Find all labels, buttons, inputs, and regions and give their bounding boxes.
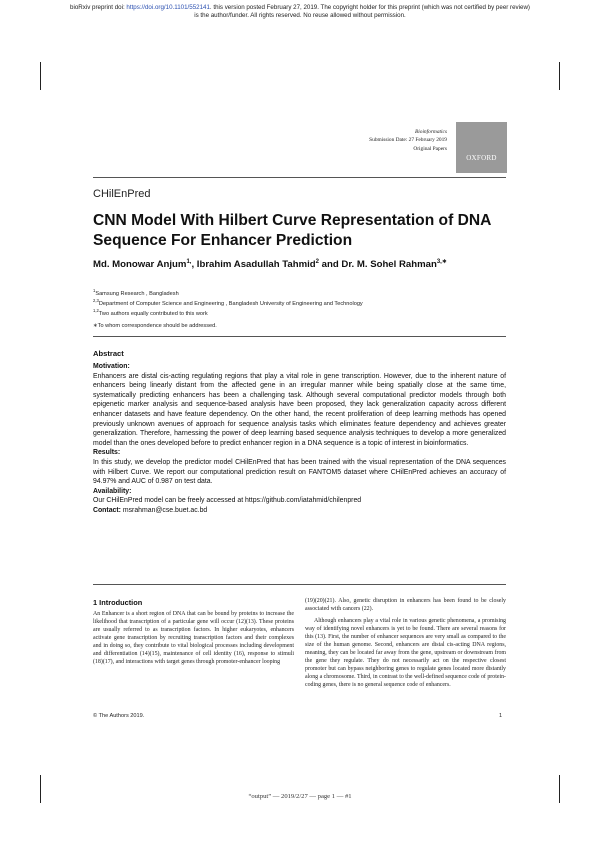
section-tag: CHilEnPred	[93, 188, 151, 200]
header-rule	[93, 177, 506, 178]
abstract-end-rule	[93, 584, 506, 585]
abstract-rule	[93, 336, 506, 337]
affiliation: $^{2,3}$Department of Computer Science and Engineering , Bangladesh University of Engineering and Technology	[93, 298, 363, 307]
results-text: In this study, we develop the predictor model CHilEnPred that has been trained with the visual representation of the DNA sequences with Hilbert Curve. We report our computational prediction result on FANTOM5 dataset where CHilEnPred achieves an accuracy of 94.97% and AUC of 0.987 on test data.	[93, 458, 506, 486]
introduction-heading: 1 Introduction	[93, 598, 143, 607]
copyright-note: © The Authors 2019.	[93, 713, 145, 719]
build-info-line: “output” — 2019/2/27 — page 1 — #1	[248, 793, 352, 800]
affiliation: $^{1,2}$Two authors equally contributed to this work	[93, 308, 208, 317]
crop-mark	[559, 62, 560, 90]
crop-mark	[40, 62, 41, 90]
results-label: Results:	[93, 449, 121, 457]
abstract-body	[93, 362, 506, 516]
notice-line-1: bioRxiv preprint doi: https://doi.org/10.1101/552141. this version posted February 27, 2019. The copyright holder for this preprint (which was not certified by peer review)	[70, 4, 530, 11]
correspondence-note: ∗To whom correspondence should be addressed.	[93, 323, 217, 329]
availability-label: Availability:	[93, 487, 132, 495]
motivation-text: Enhancers are distal cis-acting regulating regions that play a vital role in gene transcription. However, due to the inherent nature of enhancers being linearly distant from the affected gene in an irregular manner while being spatially close at the same time, systematically predicting enhancers has been a challenging task. Although several computational predictor models through both epigenetic marker analysis and sequence-based analysis have been proposed, they lack generalization capacity across different enhancer datasets and have feature dependency. On the other hand, the recent proliferation of deep learning methods has opened previously unknown avenues of approach for sequence analysis tasks which eliminates feature dependency and achieves greater generalization. Therefore, harnessing the power of deep learning based sequence analysis techniques to develop a more generalized model than the ones developed before to predict enhancer region in a DNA sequence is a topic of interest in bioinformatics.	[93, 372, 506, 447]
journal-name: Bioinformatics	[414, 129, 447, 135]
intro-paragraph: An Enhancer is a short region of DNA that can be bound by proteins to increase the likelihood that transcription of a particular gene will occur (12)(13). These proteins are usually referred to as transcription factors. In higher eukaryotes, enhancers activate gene transcription by recruiting transcription factors and their complexes and in doing so, they contribute to vital biological processes including development and differentiation (14)(15), maintenance of cell identity (16), response to stimuli (18)(17), and interactions with target genes through promoter-enhancer looping	[93, 611, 294, 665]
paper-type: Original Papers	[413, 145, 447, 152]
author-2: , Ibrahim Asadullah Tahmid	[191, 259, 316, 271]
intro-paragraph-2: Although enhancers play a vital role in various genetic phenomena, a promising way of identifying novel enhancers is yet to be found. There are several reasons for this (13). First, the number of enhancer sequences are very small as compared to the size of the human genome. Second, enhancers are distal cis-acting DNA regions, meaning, they can be located far away from the gene, upstream or downstream from the gene they regulate. They do not necessarily act on the respective closest promoter but can bypass neighboring genes to regulate genes located more distantly along a chromosome. Third, in contrast to the well-defined sequence code of protein-coding genes, there is no general sequence code of enhancers.	[305, 617, 506, 688]
author-1: Md. Monowar Anjum	[93, 259, 187, 271]
right-column	[305, 598, 506, 689]
page-number: 1	[499, 713, 503, 719]
doi-link[interactable]: https://doi.org/10.1101/552141	[126, 4, 210, 11]
affiliation: $^1$Samsung Research , Bangladesh	[93, 288, 179, 297]
intro-paragraph-continued: (19)(20)(21). Also, genetic disruption in enhancers has been found to be closely associated with cancers (22).	[305, 598, 506, 612]
preprint-notice	[0, 4, 600, 20]
notice-line-2: is the author/funder. All rights reserved. No reuse allowed without permission.	[194, 12, 406, 19]
author-3: and Dr. M. Sohel Rahman	[319, 259, 437, 271]
contact-line: Contact: msrahman@cse.buet.ac.bd	[93, 506, 208, 514]
abstract-heading: Abstract	[93, 349, 124, 358]
oxford-logo: OXFORD	[456, 122, 507, 173]
submission-date: Submission Date: 27 February 2019	[369, 137, 447, 144]
availability-text: Our CHilEnPred model can be freely accessed at https://github.com/iatahmid/chilenpred	[93, 497, 362, 505]
journal-info	[369, 128, 447, 153]
motivation-label: Motivation:	[93, 363, 130, 370]
left-column	[93, 598, 294, 667]
paper-title: CNN Model With Hilbert Curve Representation of DNA Sequence For Enhancer Prediction	[93, 212, 491, 249]
author-list: Md. Monowar Anjum$^{1,}$, Ibrahim Asadullah Tahmid$^2$ and Dr. M. Sohel Rahman$^{3,∗}$	[93, 259, 447, 271]
contact-email[interactable]: msrahman@cse.buet.ac.bd	[120, 506, 208, 514]
